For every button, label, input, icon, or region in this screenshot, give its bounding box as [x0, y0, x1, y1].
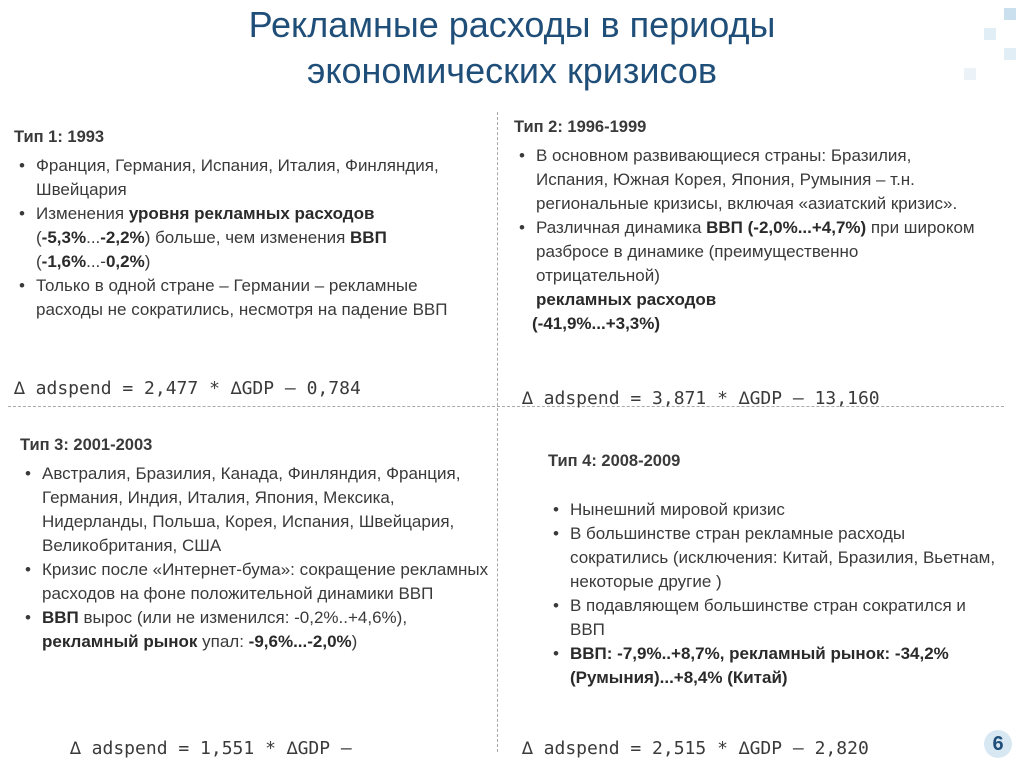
bullet-list	[548, 498, 998, 690]
item-emphasis: (-41,9%...+3,3%)	[532, 314, 661, 333]
list-item	[548, 594, 998, 642]
item-text: при широком разбросе в динамике (преимущественно отрицательной)	[536, 218, 975, 285]
list-item	[548, 522, 998, 594]
list-item	[20, 462, 490, 558]
item-emphasis: рекламный рынок	[42, 632, 198, 651]
item-text: В большинстве стран рекламные расходы сократились (исключения: Китай, Бразилия, Вьетнам, некоторые другие )	[570, 524, 996, 591]
item-emphasis: ВВП: -7,9%..+8,7%, рекламный рынок: -34,2% (Румыния)...+8,4% (Китай)	[570, 644, 949, 687]
item-text: упал:	[197, 632, 249, 651]
formula-type-4: ∆ adspend = 2,515 * ∆GDP – 2,820	[522, 738, 869, 759]
item-text: Австралия, Бразилия, Канада, Финляндия, Франция, Германия, Индия, Италия, Япония, Мексика, Нидерланды, Польша, Корея, Испания, Швейцария, Великобритания, США	[42, 464, 461, 555]
item-text: Франция, Германия, Испания, Италия, Финляндия, Швейцария	[36, 156, 439, 199]
quadrant-type-3	[20, 434, 490, 654]
item-emphasis: ВВП	[42, 608, 79, 627]
list-item	[20, 606, 490, 654]
item-emphasis: ВВП	[350, 228, 387, 247]
gdp-range	[514, 312, 984, 336]
item-emphasis: уровня рекламных расходов	[128, 204, 375, 223]
item-text: ...-	[86, 252, 106, 271]
quadrant-type-4	[548, 450, 998, 690]
bullet-list	[20, 462, 490, 654]
item-text: Кризис после «Интернет-бума»: сокращение рекламных расходов на фоне положительной динамики ВВП	[42, 560, 489, 603]
item-text: В подавляющем большинстве стран сократился и ВВП	[570, 596, 966, 639]
item-emphasis: ВВП (-2,0%...+4,7%)	[706, 218, 867, 237]
list-item	[20, 558, 490, 606]
page-number: 6	[984, 730, 1012, 758]
list-item	[14, 202, 474, 274]
item-text: Нынешний мировой кризис	[570, 500, 785, 519]
item-text: Только в одной стране – Германии – рекламные расходы не сократились, несмотря на падение ВВП	[36, 276, 448, 319]
bullet-list	[514, 144, 984, 312]
formula-type-1: ∆ adspend = 2,477 * ∆GDP – 0,784	[14, 378, 361, 399]
quadrant-title: Тип 1: 1993	[14, 128, 105, 146]
item-text: )	[144, 252, 151, 271]
quadrant-title: Тип 3: 2001-2003	[20, 436, 153, 454]
list-item	[514, 216, 984, 312]
item-text: ...	[86, 228, 101, 247]
item-text: (	[36, 252, 42, 271]
list-item	[514, 144, 984, 216]
vertical-divider	[497, 112, 498, 752]
formula-type-2: ∆ adspend = 3,871 * ∆GDP – 13,160	[522, 388, 880, 409]
item-emphasis: -1,6%	[41, 252, 87, 271]
list-item	[548, 642, 998, 690]
item-text: )	[351, 632, 358, 651]
title-line-1: Рекламные расходы в периоды	[248, 4, 776, 45]
item-emphasis: -9,6%...-2,0%	[248, 632, 352, 651]
item-emphasis: 0,2%	[105, 252, 145, 271]
quadrant-type-2	[514, 116, 984, 336]
item-emphasis: -5,3%	[41, 228, 87, 247]
title-line-2: экономических кризисов	[307, 50, 717, 91]
item-text: В основном развивающиеся страны: Бразилия, Испания, Южная Корея, Япония, Румыния – т.н. региональные кризисы, включая «азиатский кризис».	[536, 146, 958, 213]
formula-type-3: ∆ adspend = 1,551 * ∆GDP –	[70, 738, 352, 759]
slide-title	[0, 2, 1024, 94]
item-text: (	[36, 228, 42, 247]
bullet-list	[14, 154, 474, 322]
item-text: вырос (или не изменился: -0,2%..+4,6%),	[78, 608, 408, 627]
item-emphasis: -2,2%	[100, 228, 145, 247]
list-item	[548, 498, 998, 522]
item-emphasis: рекламных расходов	[536, 290, 717, 309]
list-item	[14, 154, 474, 202]
item-text: Изменения	[36, 204, 129, 223]
quadrant-title: Тип 4: 2008-2009	[548, 452, 681, 470]
item-text: ) больше, чем изменения	[144, 228, 351, 247]
quadrant-title: Тип 2: 1996-1999	[514, 118, 647, 136]
list-item	[14, 274, 474, 322]
item-text: Различная динамика	[536, 218, 707, 237]
quadrant-type-1	[14, 126, 474, 322]
